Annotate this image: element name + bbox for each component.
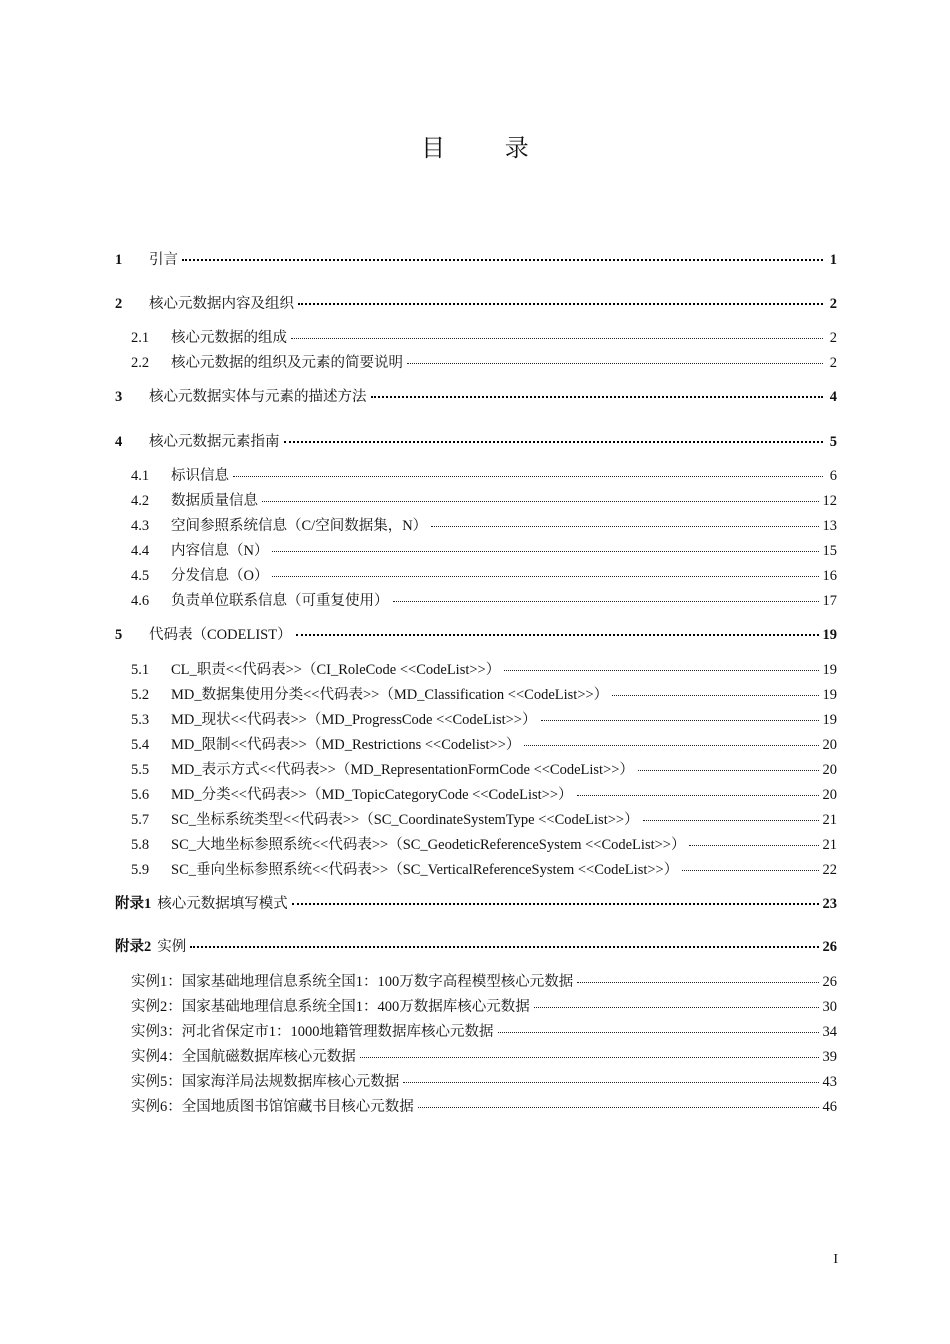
toc-entry[interactable]: [131, 995, 837, 1019]
toc-page: 19: [822, 662, 837, 678]
page-number: I: [833, 1252, 838, 1267]
toc-number: 5.8: [131, 837, 150, 853]
toc-number: 4: [115, 434, 123, 450]
toc-page: 15: [822, 543, 837, 559]
toc-entry[interactable]: [115, 248, 837, 272]
toc-page: 21: [822, 812, 837, 828]
toc-entry[interactable]: [115, 385, 837, 409]
toc-text: MD_表示方式<<代码表>>（MD_RepresentationFormCode <<CodeList>>）: [171, 762, 634, 778]
toc-text: 核心元数据的组织及元素的简要说明: [171, 355, 403, 371]
toc-text: MD_限制<<代码表>>（MD_Restrictions <<Codelist>>）: [171, 737, 521, 753]
toc-page: 23: [822, 896, 837, 912]
toc-entry[interactable]: [131, 658, 837, 682]
toc-entry[interactable]: [131, 808, 837, 832]
toc-page: 16: [822, 568, 837, 584]
toc-entry[interactable]: [131, 833, 837, 857]
toc-entry[interactable]: [131, 708, 837, 732]
toc-entry[interactable]: [115, 935, 837, 959]
toc-number: 5.5: [131, 762, 150, 778]
toc-text: 核心元数据填写模式: [157, 896, 288, 912]
toc-number: 4.5: [131, 568, 150, 584]
toc-text: 实例5：国家海洋局法规数据库核心元数据: [131, 1074, 400, 1090]
toc-page: 26: [822, 939, 837, 955]
toc-number: 2.1: [131, 330, 150, 346]
toc-number: 5.7: [131, 812, 150, 828]
toc-text: 核心元数据实体与元素的描述方法: [149, 389, 367, 405]
toc-text: 实例1：国家基础地理信息系统全国1：100万数字高程模型核心元数据: [131, 974, 574, 990]
toc-page: 39: [822, 1049, 837, 1065]
toc-page: 21: [822, 837, 837, 853]
toc-page: 2: [829, 296, 837, 312]
toc-entry[interactable]: [131, 539, 837, 563]
toc-page: 20: [822, 737, 837, 753]
toc-entry[interactable]: [115, 292, 837, 316]
toc-entry[interactable]: [131, 1020, 837, 1044]
toc-entry[interactable]: [131, 564, 837, 588]
toc-number: 3: [115, 389, 123, 405]
toc-page: 5: [829, 434, 837, 450]
toc-text: 实例6：全国地质图书馆馆藏书目核心元数据: [131, 1099, 414, 1115]
toc-text: SC_坐标系统类型<<代码表>>（SC_CoordinateSystemType <<CodeList>>）: [171, 812, 639, 828]
toc-page: 20: [822, 787, 837, 803]
toc-number: 2.2: [131, 355, 150, 371]
toc-entry[interactable]: [131, 858, 837, 882]
toc-number: 5: [115, 627, 123, 643]
toc-page: 19: [822, 687, 837, 703]
toc-number: 4.2: [131, 493, 150, 509]
toc-text: MD_现状<<代码表>>（MD_ProgressCode <<CodeList>>）: [171, 712, 537, 728]
toc-page: 2: [829, 330, 837, 346]
toc-number: 4.3: [131, 518, 150, 534]
toc-entry[interactable]: [115, 623, 837, 647]
toc-entry[interactable]: [131, 1070, 837, 1094]
toc-page: 13: [822, 518, 837, 534]
toc-text: 空间参照系统信息（C/空间数据集，N）: [171, 518, 428, 534]
toc-entry[interactable]: [131, 970, 837, 994]
toc-number: 4.6: [131, 593, 150, 609]
toc-text: 核心元数据元素指南: [149, 434, 280, 450]
toc-entry[interactable]: [131, 1045, 837, 1069]
toc-number: 附录1: [115, 896, 152, 912]
toc-text: 实例4：全国航磁数据库核心元数据: [131, 1049, 356, 1065]
toc-text: 分发信息（O）: [171, 568, 269, 584]
toc-page: 12: [822, 493, 837, 509]
toc-entry[interactable]: [131, 351, 837, 375]
toc-entry[interactable]: [115, 430, 837, 454]
toc-entry[interactable]: [131, 683, 837, 707]
toc-number: 5.3: [131, 712, 150, 728]
toc-number: 4.4: [131, 543, 150, 559]
toc-text: 实例2：国家基础地理信息系统全国1：400万数据库核心元数据: [131, 999, 530, 1015]
toc-text: 标识信息: [171, 468, 229, 484]
toc-page: 43: [822, 1074, 837, 1090]
page-title: 目 录: [421, 134, 555, 162]
toc-number: 5.6: [131, 787, 150, 803]
toc-text: SC_大地坐标参照系统<<代码表>>（SC_GeodeticReferenceSystem <<CodeList>>）: [171, 837, 686, 853]
toc-entry[interactable]: [131, 514, 837, 538]
toc-page: 34: [822, 1024, 837, 1040]
toc-page: 30: [822, 999, 837, 1015]
toc-number: 4.1: [131, 468, 150, 484]
toc-text: 内容信息（N）: [171, 543, 269, 559]
toc-text: 实例: [157, 939, 187, 955]
toc-entry[interactable]: [131, 733, 837, 757]
toc-page: 19: [822, 712, 837, 728]
toc-page: 2: [829, 355, 837, 371]
toc-number: 附录2: [115, 939, 152, 955]
toc-page: 17: [822, 593, 837, 609]
toc-number: 5.9: [131, 862, 150, 878]
toc-text: 数据质量信息: [171, 493, 258, 509]
toc-text: MD_分类<<代码表>>（MD_TopicCategoryCode <<CodeList>>）: [171, 787, 573, 803]
toc-entry[interactable]: [131, 758, 837, 782]
toc-page: 6: [829, 468, 837, 484]
toc-entry[interactable]: [131, 1095, 837, 1119]
toc-number: 2: [115, 296, 123, 312]
toc-text: 实例3：河北省保定市1：1000地籍管理数据库核心元数据: [131, 1024, 494, 1040]
toc-text: 负责单位联系信息（可重复使用）: [171, 593, 389, 609]
toc-text: SC_垂向坐标参照系统<<代码表>>（SC_VerticalReferenceSystem <<CodeList>>）: [171, 862, 679, 878]
toc-entry[interactable]: [131, 489, 837, 513]
toc-text: 核心元数据的组成: [171, 330, 287, 346]
toc-number: 5.4: [131, 737, 150, 753]
toc-page: 22: [822, 862, 837, 878]
toc-entry[interactable]: [131, 589, 837, 613]
toc-page: 20: [822, 762, 837, 778]
toc-page: 19: [822, 627, 837, 643]
toc-text: 核心元数据内容及组织: [149, 296, 294, 312]
toc-entry[interactable]: [131, 464, 837, 488]
toc-page: 1: [829, 252, 837, 268]
toc-page: 4: [829, 389, 837, 405]
toc-entry[interactable]: [131, 783, 837, 807]
toc-page: 46: [822, 1099, 837, 1115]
toc-page: 26: [822, 974, 837, 990]
toc-entry[interactable]: [115, 892, 837, 916]
toc-text: 引言: [149, 252, 178, 268]
toc-text: CL_职责<<代码表>>（CI_RoleCode <<CodeList>>）: [171, 662, 501, 678]
toc-number: 5.2: [131, 687, 150, 703]
toc-text: 代码表（CODELIST）: [149, 627, 292, 643]
toc-entry[interactable]: [131, 326, 837, 350]
toc-text: MD_数据集使用分类<<代码表>>（MD_Classification <<CodeList>>）: [171, 687, 609, 703]
toc-number: 1: [115, 252, 123, 268]
toc-number: 5.1: [131, 662, 150, 678]
